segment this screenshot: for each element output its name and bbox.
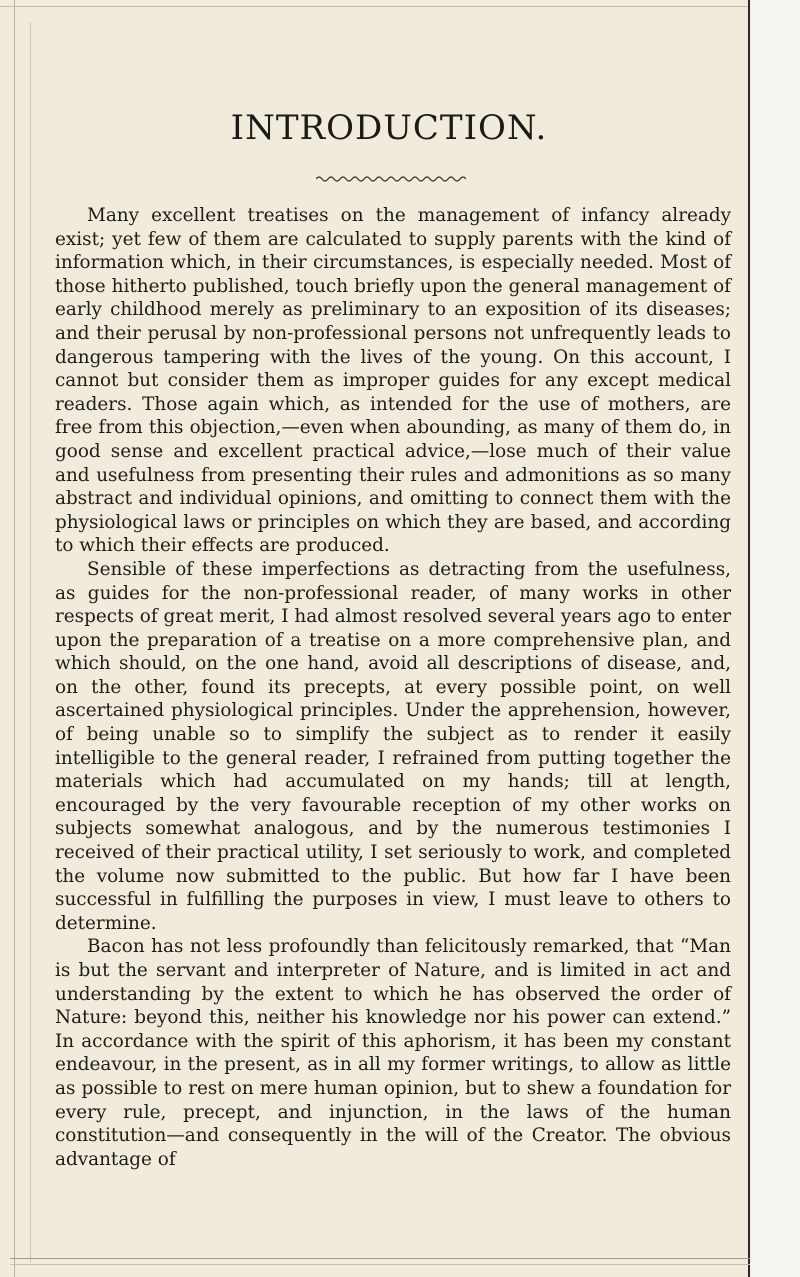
introduction-body [55,204,731,1171]
page-margin-strip [751,0,800,1277]
wavy-rule-ornament [316,175,466,183]
chapter-title: INTRODUCTION. [230,108,548,148]
paragraph-3: Bacon has not less profoundly than felicitously remarked, that “Man is but the servant and interpreter of Nature, and is limited in act and understanding by the extent to which he has observed the order of Nature: beyond this, neither his knowledge nor his power can extend.” In accordance with the spirit of this aphorism, it has been my constant endeavour, in the present, as in all my former writings, to allow as little as possible to rest on mere human opinion, but to shew a foundation for every rule, precept, and injunction, in the laws of the human constitution—and consequently in the will of the Creator. The obvious advantage of [55,936,731,1170]
page-top-edge [0,6,750,7]
page-bottom-edge [10,1258,750,1259]
page-inner-edge [30,22,31,1262]
page-left-edge [14,0,15,1277]
paragraph-2: Sensible of these imperfections as detracting from the usefulness, as guides for the non-professional reader, of many works in other respects of great merit, I had almost resolved several years ago to enter upon the preparation of a treatise on a more comprehensive plan, and which should, on the one hand, avoid all descriptions of disease, and, on the other, found its precepts, at every possible point, on well ascertained physiological principles. Under the apprehension, however, of being unable so to simplify the subject as to render it easily intelligible to the general reader, I refrained from putting together the materials which had accumulated on my hands; till at length, encouraged by the very favourable reception of my other works on subjects somewhat analogous, and by the numerous testimonies I received of their practical utility, I set seriously to work, and completed the volume now submitted to the public. But how far I have been successful in fulfilling the purposes in view, I must leave to others to determine. [55,558,731,934]
paragraph-1: Many excellent treatises on the management of infancy already exist; yet few of them are calculated to supply parents with the kind of information which, in their circumstances, is especially needed. Most of those hitherto published, touch briefly upon the general management of early childhood merely as preliminary to an exposition of its diseases; and their perusal by non-professional persons not unfrequently leads to dangerous tampering with the lives of the young. On this account, I cannot but consider them as improper guides for any except medical readers. Those again which, as intended for the use of mothers, are free from this objection,—even when abounding, as many of them do, in good sense and excellent practical advice,—lose much of their value and usefulness from presenting their rules and admonitions as so many abstract and individual opinions, and omitting to connect them with the physiological laws or principles on which they are based, and according to which their effects are produced. [55,205,731,557]
page-bottom-edge-inner [10,1264,750,1265]
page-right-edge [748,0,750,1277]
